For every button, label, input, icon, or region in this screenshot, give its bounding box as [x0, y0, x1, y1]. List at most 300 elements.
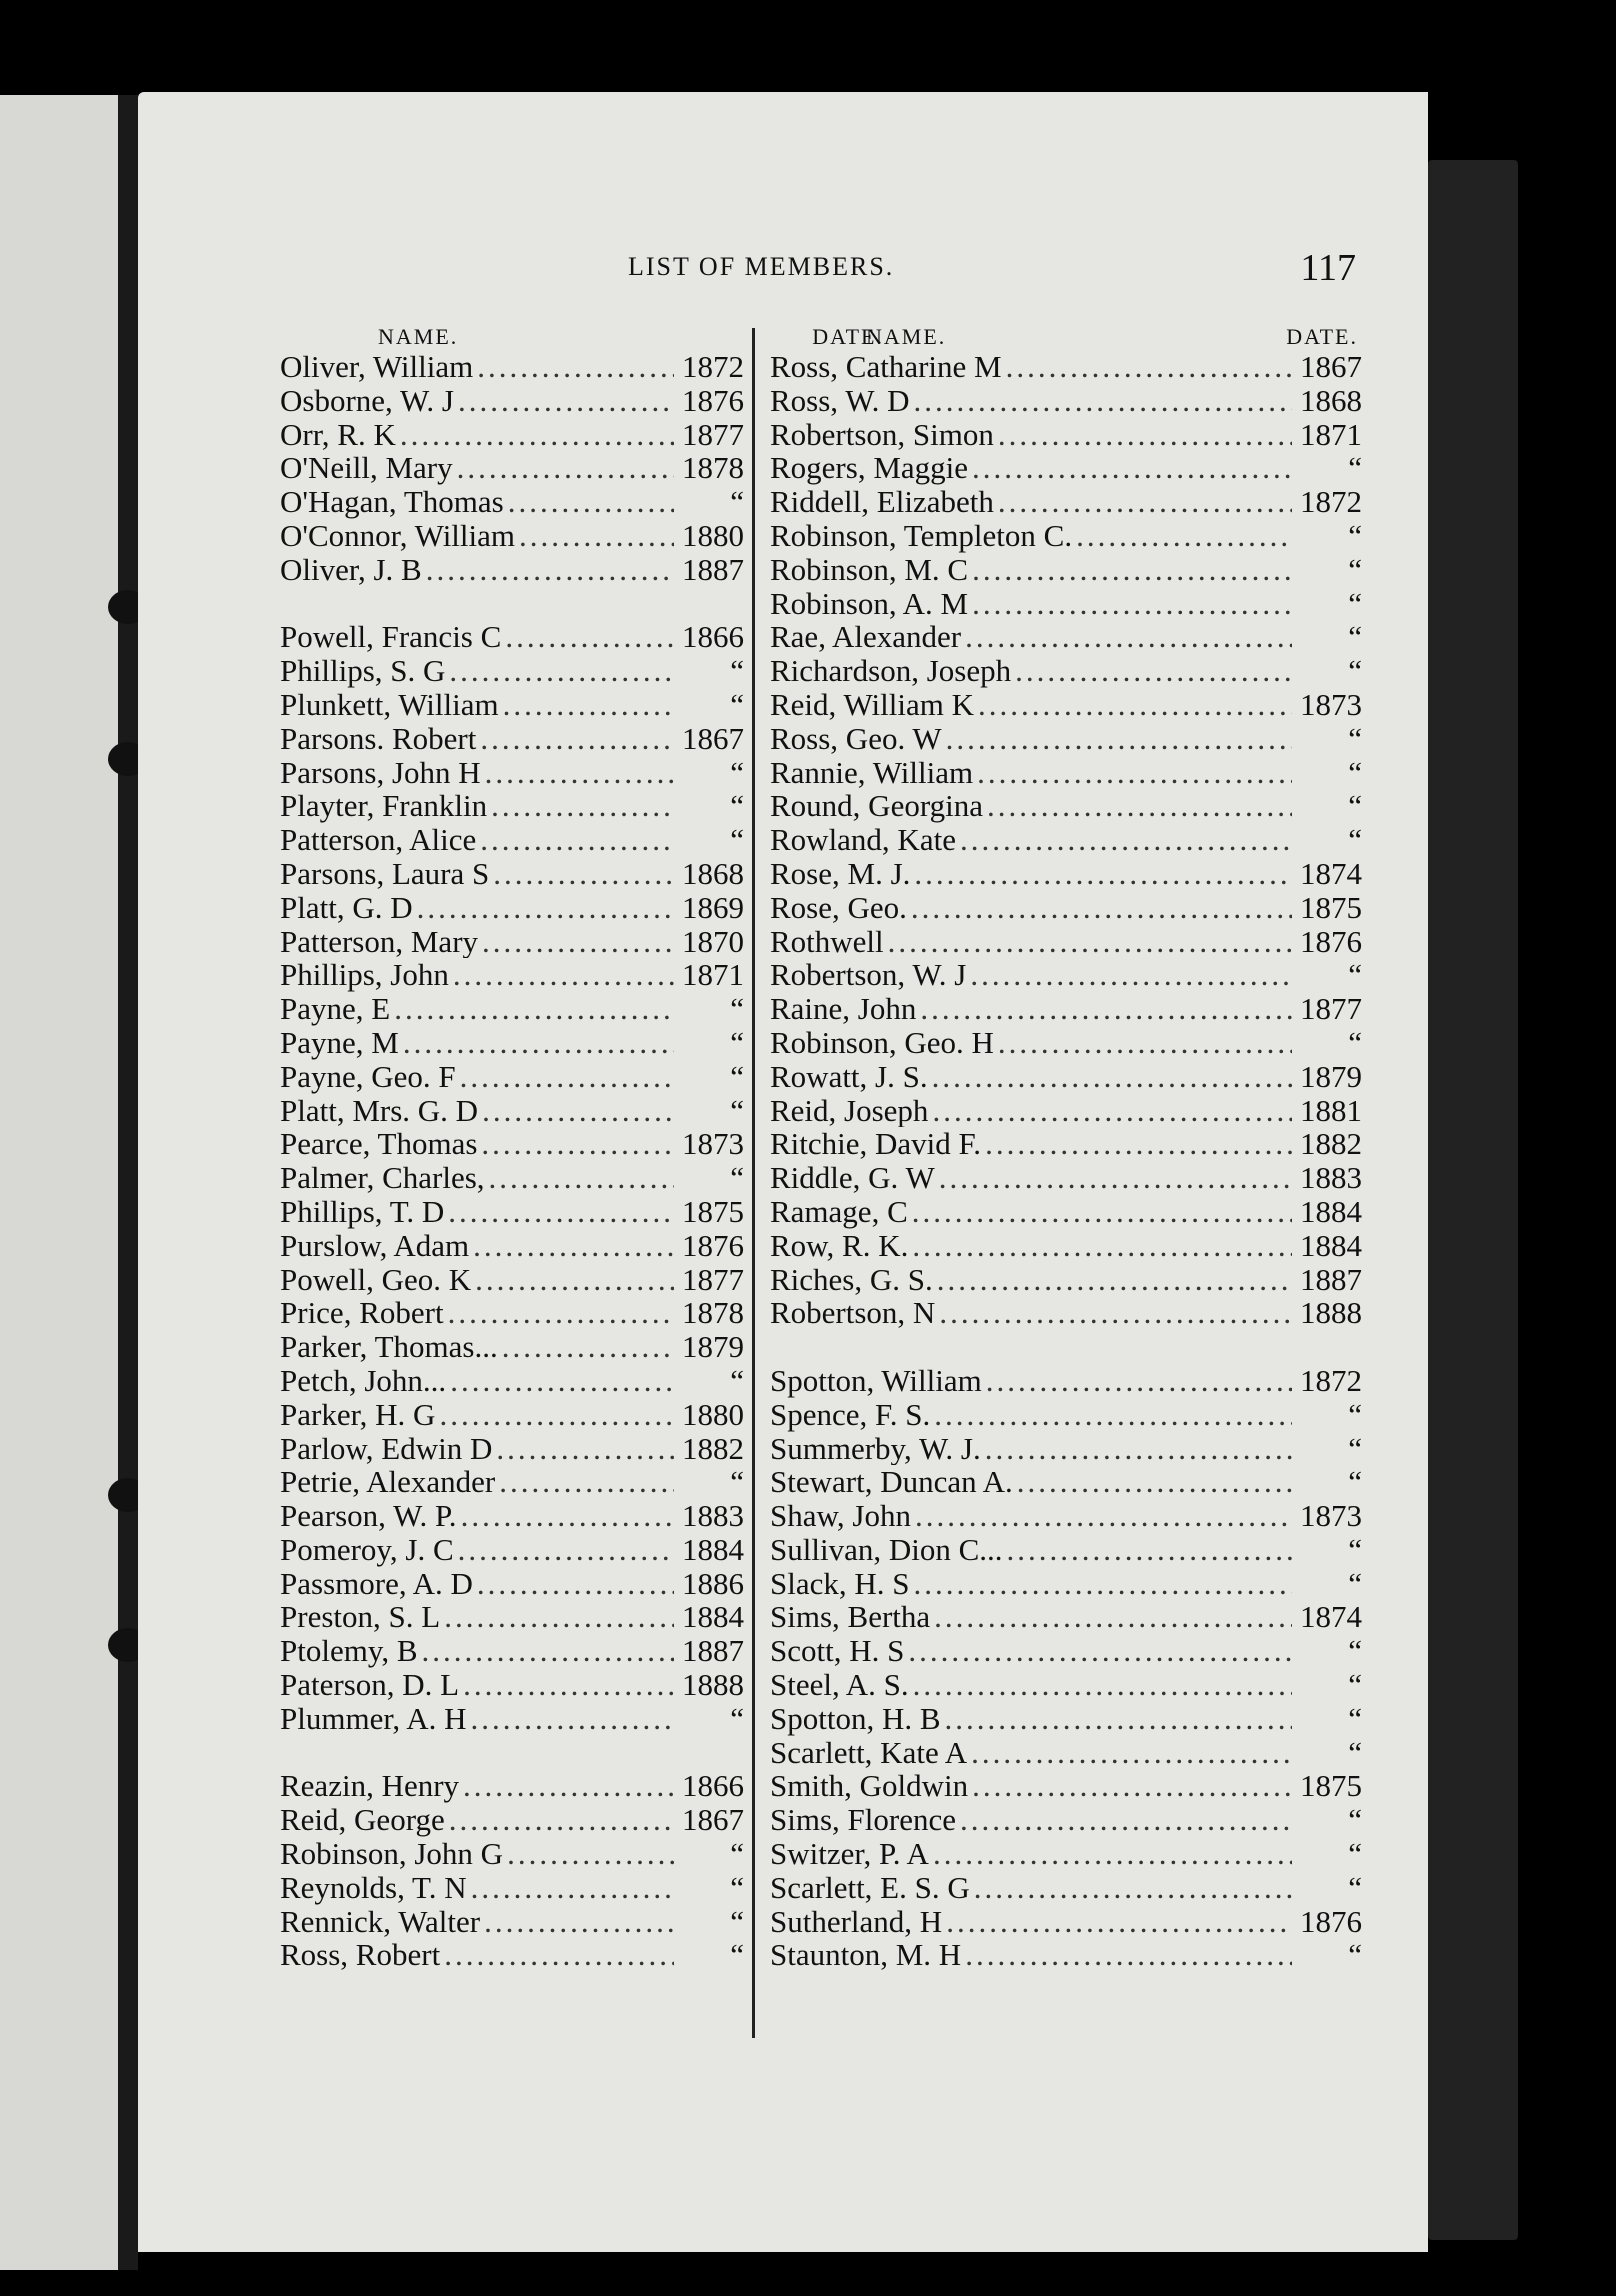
member-date: “: [1348, 1397, 1362, 1432]
member-date: “: [1348, 1532, 1362, 1567]
member-date: “: [1348, 721, 1362, 756]
member-date: “: [730, 1701, 744, 1736]
leader-dots: [439, 1398, 674, 1432]
member-row: [280, 485, 744, 519]
member-date: “: [730, 1904, 744, 1939]
leader-dots: [463, 1769, 674, 1803]
leader-dots: [971, 1736, 1292, 1770]
member-date: “: [1348, 1870, 1362, 1905]
leader-dots: [449, 1803, 674, 1837]
member-date: “: [730, 687, 744, 722]
member-name: Robertson, N: [770, 1296, 936, 1331]
member-name: Palmer, Charles,: [280, 1161, 485, 1195]
member-date: 1870: [682, 924, 744, 959]
member-name: Parlow, Edwin D: [280, 1431, 493, 1466]
leader-dots: [1006, 350, 1292, 384]
leader-dots: [946, 1905, 1292, 1939]
member-row: [770, 1263, 1362, 1297]
member-date: 1888: [1300, 1296, 1362, 1331]
member-name: Riddell, Elizabeth: [770, 485, 994, 519]
leader-dots: [461, 1499, 674, 1533]
member-row: [770, 1398, 1362, 1432]
member-date: “: [730, 1837, 744, 1871]
member-name: Sullivan, Dion C...: [770, 1532, 1003, 1567]
member-name: Rose, M. J.: [770, 856, 911, 891]
member-name: Preston, S. L: [280, 1600, 441, 1635]
leader-dots: [507, 1837, 674, 1871]
leader-dots: [444, 1938, 674, 1972]
member-name: Parsons, John H: [280, 755, 481, 790]
member-name: Row, R. K.: [770, 1228, 909, 1263]
member-row: [280, 384, 744, 418]
member-row: [280, 451, 744, 485]
member-row: [770, 1634, 1362, 1668]
member-date: 1878: [682, 1296, 744, 1331]
member-name: Payne, M: [280, 1025, 399, 1060]
member-name: Scott, H. S: [770, 1634, 905, 1669]
member-date: “: [730, 992, 744, 1026]
leader-dots: [914, 1567, 1293, 1601]
leader-dots: [972, 451, 1292, 485]
member-row: [770, 1296, 1362, 1330]
name-heading: NAME.: [378, 324, 459, 349]
member-name: Sims, Florence: [770, 1803, 956, 1838]
facing-page-edge: [0, 95, 122, 2270]
member-row: [280, 925, 744, 959]
member-name: Robinson, Templeton C.: [770, 518, 1073, 553]
member-date: 1882: [682, 1431, 744, 1466]
member-row: [280, 1398, 744, 1432]
leader-dots: [449, 654, 674, 688]
member-name: Sims, Bertha: [770, 1600, 931, 1635]
member-name: Rogers, Maggie: [770, 451, 969, 486]
leader-dots: [998, 418, 1292, 452]
leader-dots: [458, 1533, 674, 1567]
member-row: [770, 1567, 1362, 1601]
member-row: [770, 1871, 1362, 1905]
member-name: Parker, Thomas...: [280, 1330, 498, 1364]
member-row: [770, 1803, 1362, 1837]
member-row: [280, 1161, 744, 1195]
document-page: [138, 92, 1428, 2252]
member-name: Robertson, Simon: [770, 417, 994, 452]
member-date: “: [1348, 451, 1362, 486]
member-date: 1866: [682, 620, 744, 655]
member-date: “: [730, 789, 744, 824]
member-row: [770, 384, 1362, 418]
member-name: Rose, Geo.: [770, 890, 907, 925]
leader-dots: [939, 1296, 1292, 1330]
member-date: 1882: [1300, 1127, 1362, 1162]
member-name: Slack, H. S: [770, 1566, 910, 1601]
leader-dots: [444, 1600, 674, 1634]
member-date: 1869: [682, 890, 744, 925]
column-divider: [752, 328, 755, 2038]
member-date: “: [1348, 1465, 1362, 1500]
member-name: Ross, Robert: [280, 1938, 441, 1973]
name-heading: NAME.: [866, 324, 947, 349]
leader-dots: [1007, 1533, 1292, 1567]
member-row: [280, 1195, 744, 1229]
leader-dots: [505, 620, 674, 654]
member-name: Phillips, S. G: [280, 654, 446, 688]
member-date: 1883: [682, 1499, 744, 1533]
leader-dots: [481, 1127, 674, 1161]
leader-dots: [945, 1702, 1292, 1736]
member-row: [280, 1060, 744, 1094]
member-date: 1866: [682, 1769, 744, 1804]
member-row: [770, 485, 1362, 519]
member-date: “: [1348, 1701, 1362, 1736]
member-date: 1877: [682, 1262, 744, 1297]
member-row: [280, 1263, 744, 1297]
member-row: [770, 1736, 1362, 1770]
member-name: Raine, John: [770, 992, 917, 1026]
member-name: Pearce, Thomas: [280, 1127, 478, 1162]
leader-dots: [491, 789, 674, 823]
leader-dots: [1076, 519, 1292, 553]
page-stack-edge: [1428, 160, 1518, 2240]
member-name: Reid, Joseph: [770, 1093, 929, 1128]
member-date: 1876: [682, 383, 744, 418]
member-name: Ross, Catharine M: [770, 350, 1002, 384]
leader-dots: [933, 1837, 1292, 1871]
leader-dots: [480, 823, 674, 857]
member-date: 1877: [682, 417, 744, 452]
leader-dots: [985, 1432, 1292, 1466]
member-date: “: [1348, 586, 1362, 621]
member-row: [280, 1229, 744, 1263]
member-row: [280, 350, 744, 384]
member-date: 1871: [1300, 417, 1362, 452]
member-name: Oliver, William: [280, 350, 474, 384]
member-date: “: [730, 755, 744, 790]
leader-dots: [970, 958, 1292, 992]
leader-dots: [974, 1871, 1292, 1905]
leader-dots: [977, 756, 1292, 790]
member-date: 1887: [1300, 1262, 1362, 1297]
member-name: Steel, A. S.: [770, 1668, 909, 1702]
leader-dots: [503, 688, 674, 722]
member-name: Smith, Goldwin: [770, 1769, 969, 1804]
member-row: [770, 823, 1362, 857]
member-date: 1868: [682, 856, 744, 891]
leader-dots: [460, 1060, 674, 1094]
member-row: [770, 654, 1362, 688]
member-name: Price, Robert: [280, 1296, 444, 1331]
member-row: [770, 958, 1362, 992]
member-date: 1876: [682, 1228, 744, 1263]
member-date: “: [730, 1093, 744, 1128]
member-row: [770, 418, 1362, 452]
member-row: [280, 1533, 744, 1567]
member-name: Robinson, M. C: [770, 552, 969, 587]
leader-dots: [920, 992, 1292, 1026]
member-name: Robertson, W. J: [770, 958, 967, 993]
member-row: [770, 1432, 1362, 1466]
member-date: “: [1348, 1025, 1362, 1060]
member-row: [280, 1330, 744, 1364]
leader-dots: [934, 1600, 1292, 1634]
member-name: Patterson, Alice: [280, 823, 477, 857]
member-name: Phillips, John: [280, 958, 449, 993]
member-date: 1884: [682, 1532, 744, 1567]
member-name: Ross, W. D: [770, 383, 910, 418]
member-name: Ramage, C: [770, 1194, 908, 1229]
member-date: 1887: [682, 552, 744, 587]
member-date: 1871: [682, 958, 744, 993]
leader-dots: [987, 789, 1292, 823]
member-date: “: [1348, 1837, 1362, 1871]
member-date: “: [1348, 755, 1362, 790]
left-member-list: [280, 350, 744, 1972]
member-date: “: [1348, 1735, 1362, 1770]
leader-dots: [978, 688, 1292, 722]
member-name: O'Connor, William: [280, 518, 516, 553]
member-date: 1878: [682, 451, 744, 486]
member-row: [280, 992, 744, 1026]
member-row: [280, 1837, 744, 1871]
member-row: [770, 1060, 1362, 1094]
member-row: [770, 1499, 1362, 1533]
member-name: Patterson, Mary: [280, 924, 479, 959]
member-name: Ptolemy, B: [280, 1634, 418, 1669]
member-name: Summerby, W. J.: [770, 1431, 981, 1466]
member-row: [770, 925, 1362, 959]
member-date: 1879: [682, 1330, 744, 1364]
member-date: “: [1348, 620, 1362, 655]
member-row: [280, 1803, 744, 1837]
member-name: Ritchie, David F.: [770, 1127, 982, 1162]
member-row: [280, 1736, 744, 1770]
member-date: 1875: [682, 1194, 744, 1229]
leader-dots: [499, 1465, 674, 1499]
leader-dots: [417, 891, 674, 925]
member-row: [280, 1600, 744, 1634]
member-row: [770, 789, 1362, 823]
member-name: Riches, G. S.: [770, 1262, 933, 1297]
member-row: [280, 1465, 744, 1499]
member-date: “: [1348, 654, 1362, 688]
leader-dots: [960, 1803, 1292, 1837]
member-row: [280, 722, 744, 756]
member-date: 1875: [1300, 1769, 1362, 1804]
member-date: “: [1348, 1938, 1362, 1973]
member-row: [280, 519, 744, 553]
leader-dots: [475, 1263, 674, 1297]
leader-dots: [985, 1127, 1292, 1161]
leader-dots: [496, 1432, 674, 1466]
member-row: [770, 1195, 1362, 1229]
member-name: Riddle, G. W: [770, 1161, 935, 1195]
member-date: 1868: [1300, 383, 1362, 418]
member-row: [280, 1296, 744, 1330]
member-row: [770, 350, 1362, 384]
leader-dots: [960, 823, 1292, 857]
leader-dots: [458, 384, 674, 418]
member-row: [280, 891, 744, 925]
member-date: 1873: [1300, 1499, 1362, 1533]
member-name: O'Hagan, Thomas: [280, 485, 504, 519]
member-name: Reynolds, T. N: [280, 1870, 467, 1905]
member-row: [770, 1533, 1362, 1567]
member-name: Robinson, Geo. H: [770, 1025, 994, 1060]
right-member-list: [770, 350, 1362, 1972]
member-row: [770, 756, 1362, 790]
leader-dots: [912, 1195, 1292, 1229]
member-date: 1883: [1300, 1161, 1362, 1195]
member-name: Plummer, A. H: [280, 1701, 467, 1736]
member-date: 1872: [682, 350, 744, 384]
member-row: [770, 1094, 1362, 1128]
member-row: [280, 654, 744, 688]
member-row: [280, 857, 744, 891]
leader-dots: [453, 958, 674, 992]
member-name: Reid, George: [280, 1803, 445, 1838]
leader-dots: [939, 1161, 1292, 1195]
leader-dots: [450, 1364, 674, 1398]
member-row: [280, 1364, 744, 1398]
leader-dots: [448, 1296, 674, 1330]
member-row: [770, 1769, 1362, 1803]
leader-dots: [1017, 1465, 1292, 1499]
member-date: “: [730, 654, 744, 688]
member-row: [770, 1600, 1362, 1634]
member-date: “: [730, 1870, 744, 1905]
member-date: “: [730, 823, 744, 857]
member-row: [770, 1127, 1362, 1161]
member-date: 1875: [1300, 890, 1362, 925]
member-name: Osborne, W. J: [280, 383, 454, 418]
member-name: Richardson, Joseph: [770, 654, 1012, 688]
member-date: “: [730, 1161, 744, 1195]
leader-dots: [998, 485, 1292, 519]
member-date: “: [1348, 518, 1362, 553]
member-date: 1873: [682, 1127, 744, 1162]
member-date: 1887: [682, 1634, 744, 1669]
member-date: 1877: [1300, 992, 1362, 1026]
member-name: Payne, E: [280, 992, 391, 1026]
member-row: [770, 1668, 1362, 1702]
member-row: [770, 553, 1362, 587]
member-name: Staunton, M. H: [770, 1938, 962, 1973]
member-row: [280, 1094, 744, 1128]
member-name: Purslow, Adam: [280, 1228, 470, 1263]
member-name: Rowatt, J. S.: [770, 1059, 928, 1094]
member-row: [280, 1871, 744, 1905]
member-name: Robinson, A. M: [770, 586, 969, 621]
leader-dots: [965, 1938, 1292, 1972]
member-row: [770, 1702, 1362, 1736]
member-name: Ross, Geo. W: [770, 721, 942, 756]
member-name: Playter, Franklin: [280, 789, 488, 824]
leader-dots: [998, 1026, 1292, 1060]
member-name: Switzer, P. A: [770, 1837, 929, 1871]
leader-dots: [508, 485, 674, 519]
member-name: Petch, John...: [280, 1363, 447, 1398]
member-date: “: [1348, 1566, 1362, 1601]
leader-dots: [888, 925, 1292, 959]
leader-dots: [426, 553, 674, 587]
member-row: [770, 1026, 1362, 1060]
member-name: Parker, H. G: [280, 1397, 436, 1432]
leader-dots: [913, 1668, 1292, 1702]
member-row: [280, 1432, 744, 1466]
leader-dots: [914, 384, 1292, 418]
member-date: “: [730, 1025, 744, 1060]
leader-dots: [463, 1668, 674, 1702]
member-date: “: [1348, 1668, 1362, 1702]
member-name: Spotton, William: [770, 1363, 982, 1398]
leader-dots: [471, 1871, 674, 1905]
member-date: 1884: [1300, 1194, 1362, 1229]
member-name: Orr, R. K: [280, 417, 396, 452]
leader-dots: [480, 722, 674, 756]
member-row: [280, 1769, 744, 1803]
member-name: Powell, Francis C: [280, 620, 502, 655]
member-row: [770, 1229, 1362, 1263]
member-date: 1873: [1300, 687, 1362, 722]
member-date: 1874: [1300, 1600, 1362, 1635]
member-name: Reid, William K: [770, 687, 974, 722]
leader-dots: [394, 992, 674, 1026]
member-name: Parsons, Laura S: [280, 856, 490, 891]
member-date: “: [1348, 823, 1362, 857]
member-name: Passmore, A. D: [280, 1566, 473, 1601]
leader-dots: [493, 857, 674, 891]
member-date: 1884: [682, 1600, 744, 1635]
member-name: Stewart, Duncan A.: [770, 1465, 1013, 1500]
member-row: [770, 451, 1362, 485]
member-name: Paterson, D. L: [280, 1668, 460, 1702]
member-name: Pomeroy, J. C: [280, 1532, 454, 1567]
member-date: “: [730, 1938, 744, 1973]
member-row: [770, 722, 1362, 756]
member-name: Pearson, W. P.: [280, 1499, 457, 1533]
member-row: [770, 1465, 1362, 1499]
member-row: [280, 958, 744, 992]
leader-dots: [477, 350, 674, 384]
member-date: “: [730, 485, 744, 519]
running-head: [138, 247, 1428, 292]
member-row: [770, 891, 1362, 925]
member-name: Rannie, William: [770, 755, 974, 790]
leader-dots: [915, 1499, 1292, 1533]
member-date: “: [730, 1465, 744, 1500]
member-date: “: [730, 1059, 744, 1094]
member-date: 1888: [682, 1668, 744, 1702]
member-date: 1874: [1300, 856, 1362, 891]
member-name: Robinson, John G: [280, 1837, 504, 1871]
member-row: [770, 1364, 1362, 1398]
leader-dots: [482, 1094, 674, 1128]
member-row: [280, 1702, 744, 1736]
page-number: 117: [1300, 247, 1356, 289]
member-row: [770, 992, 1362, 1026]
member-name: Reazin, Henry: [280, 1769, 460, 1804]
member-name: Payne, Geo. F: [280, 1059, 456, 1094]
member-row: [770, 519, 1362, 553]
leader-dots: [914, 857, 1292, 891]
member-row: [280, 620, 744, 654]
leader-dots: [972, 553, 1292, 587]
leader-dots: [502, 1330, 674, 1364]
member-date: 1872: [1300, 485, 1362, 519]
member-row: [280, 1634, 744, 1668]
leader-dots: [485, 756, 674, 790]
leader-dots: [932, 1094, 1292, 1128]
leader-dots: [400, 418, 674, 452]
